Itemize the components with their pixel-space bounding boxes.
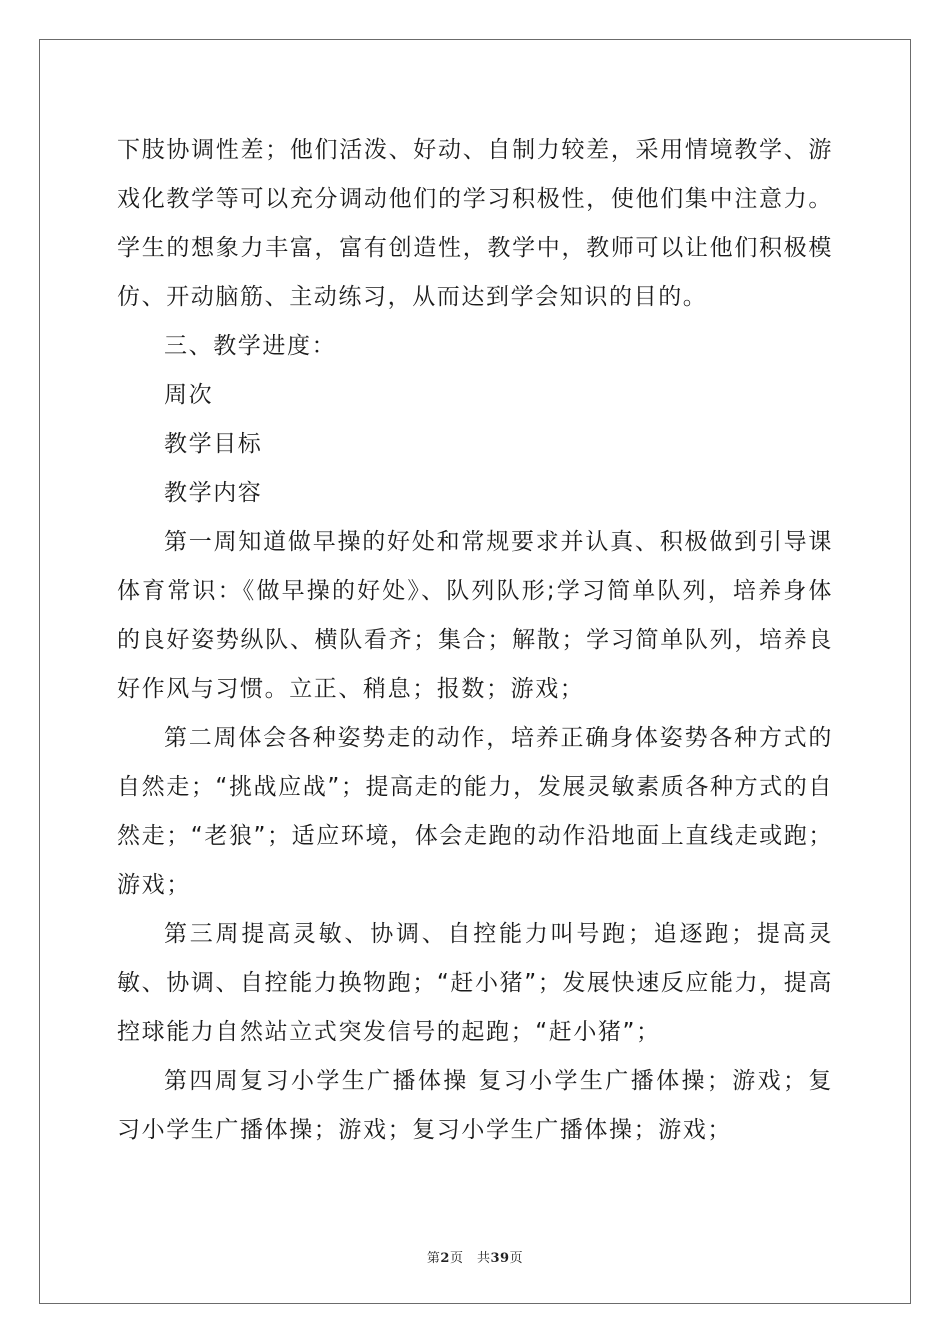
section-heading-teaching-progress: 三、教学进度： xyxy=(164,333,337,359)
column-label-goal: 教学目标 xyxy=(164,431,263,457)
paragraph-week-1: 第一周知道做早操的好处和常规要求并认真、积极做到引导课体育常识：《做早操的好处》、队列队形;学习简单队列，培养身体的良好姿势纵队、横队看齐；集合；解散；学习简单队列，培养良好作风与习惯。立正、稍息；报数；游戏； xyxy=(117,529,833,702)
paragraph-week-2: 第二周体会各种姿势走的动作，培养正确身体姿势各种方式的自然走；“挑战应战”；提高走的能力，发展灵敏素质各种方式的自然走；“老狼”；适应环境，体会走跑的动作沿地面上直线走或跑；游戏； xyxy=(117,725,833,898)
page-footer xyxy=(0,1247,950,1266)
paragraph-week-3: 第三周提高灵敏、协调、自控能力叫号跑；追逐跑；提高灵敏、协调、自控能力换物跑；“赶小猪”；发展快速反应能力，提高控球能力自然站立式突发信号的起跑；“赶小猪”； xyxy=(117,921,833,1045)
footer-total-pages: 39 xyxy=(490,1251,510,1266)
column-label-content: 教学内容 xyxy=(164,480,263,506)
document-body xyxy=(117,126,833,1155)
column-label-week: 周次 xyxy=(164,382,214,408)
paragraph-week-4: 第四周复习小学生广播体操 复习小学生广播体操；游戏；复习小学生广播体操；游戏；复习小学生广播体操；游戏； xyxy=(117,1068,833,1143)
paragraph-student-traits: 下肢协调性差；他们活泼、好动、自制力较差，采用情境教学、游戏化教学等可以充分调动他们的学习积极性，使他们集中注意力。学生的想象力丰富，富有创造性，教学中，教师可以让他们积极模仿、开动脑筋、主动练习，从而达到学会知识的目的。 xyxy=(117,137,833,310)
footer-prefix: 第 xyxy=(426,1251,441,1266)
footer-suffix: 页 xyxy=(509,1251,524,1266)
footer-middle: 页 共 xyxy=(449,1251,491,1266)
footer-page-number: 2 xyxy=(440,1251,450,1266)
